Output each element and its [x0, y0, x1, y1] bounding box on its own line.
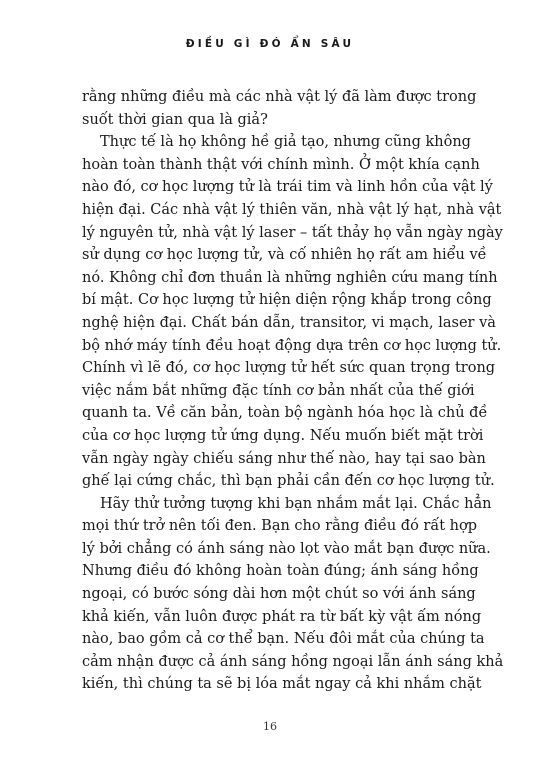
- text-line: nào đó, cơ học lượng tử là trái tim và linh hồn của vật lý: [82, 179, 493, 196]
- text-line: của cơ học lượng tử ứng dụng. Nếu muốn biết mặt trời: [82, 427, 484, 444]
- text-line: nghệ hiện đại. Chất bán dẫn, transitor, vi mạch, laser và: [82, 314, 496, 331]
- text-line: nó. Không chỉ đơn thuần là những nghiên cứu mang tính: [82, 269, 498, 286]
- text-line: quanh ta. Về căn bản, toàn bộ ngành hóa học là chủ đề: [82, 405, 488, 422]
- text-line: bí mật. Cơ học lượng tử hiện diện rộng khắp trong công: [82, 292, 492, 309]
- text-line: hoàn toàn thành thật với chính mình. Ở một khía cạnh: [82, 156, 480, 173]
- text-line: việc nắm bắt những đặc tính cơ bản nhất của thế giới: [82, 382, 475, 399]
- text-line: rằng những điều mà các nhà vật lý đã làm được trong: [82, 89, 477, 105]
- text-line: bộ nhớ máy tính đều hoạt động dựa trên cơ học lượng tử.: [82, 337, 502, 354]
- paragraph-first-line: Hãy thử tưởng tượng khi bạn nhắm mắt lại. Chắc hẳn: [100, 495, 492, 512]
- page-number: 16: [263, 720, 277, 733]
- paragraph-first-line: Thực tế là họ không hề giả tạo, nhưng cũng không: [100, 134, 471, 151]
- text-line: vẫn ngày ngày chiếu sáng như thế nào, hay tại sao bàn: [82, 450, 486, 467]
- text-line: Chính vì lẽ đó, cơ học lượng tử hết sức quan trọng trong: [82, 360, 496, 377]
- text-line: lý nguyên tử, nhà vật lý laser – tất thảy họ vẫn ngày ngày: [82, 224, 503, 241]
- body-text: [82, 86, 504, 696]
- text-line: Nhưng điều đó không hoàn toàn đúng; ánh sáng hồng: [82, 563, 479, 580]
- text-line: suốt thời gian qua là giả?: [82, 111, 268, 128]
- running-head: ĐIỀU GÌ ĐÓ ẨN SÂU: [185, 38, 355, 50]
- text-line: mọi thứ trở nên tối đen. Bạn cho rằng điều đó rất hợp: [82, 518, 478, 535]
- text-line: nào, bao gồm cả cơ thể bạn. Nếu đôi mắt của chúng ta: [82, 631, 485, 648]
- text-line: hiện đại. Các nhà vật lý thiên văn, nhà vật lý hạt, nhà vật: [82, 201, 502, 218]
- text-line: lý bởi chẳng có ánh sáng nào lọt vào mắt bạn được nữa.: [82, 540, 491, 557]
- text-line: sử dụng cơ học lượng tử, và cố nhiên họ rất am hiểu về: [82, 247, 487, 264]
- text-line: ghế lại cứng chắc, thì bạn phải cần đến cơ học lượng tử.: [82, 473, 495, 490]
- text-line: khả kiến, vẫn luôn được phát ra từ bất kỳ vật ấm nóng: [82, 608, 482, 625]
- text-line: cảm nhận được cả ánh sáng hồng ngoại lẫn ánh sáng khả: [82, 653, 504, 670]
- text-line: kiến, thì chúng ta sẽ bị lóa mắt ngay cả khi nhắm chặt: [82, 676, 482, 693]
- text-line: ngoại, có bước sóng dài hơn một chút so với ánh sáng: [82, 586, 476, 603]
